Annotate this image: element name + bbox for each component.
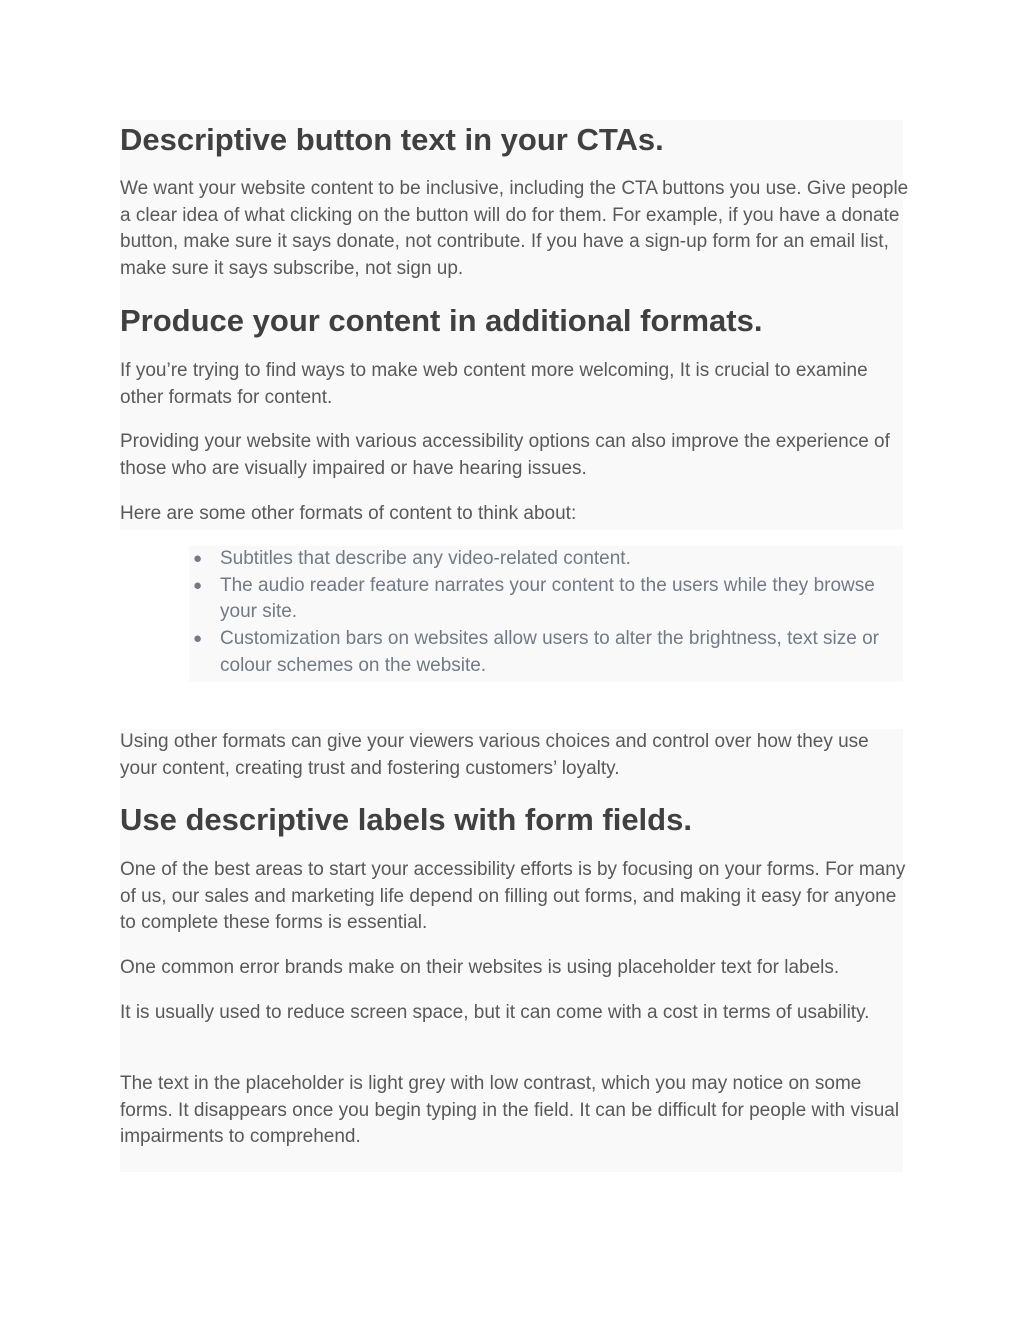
content-block-3 <box>120 729 906 1172</box>
content-block-1 <box>120 120 909 530</box>
bullet-icon: ● <box>193 630 203 647</box>
section-paragraph: We want your website content to be inclusive, including the CTA buttons you use. Give people a clear idea of what clicking on the button will do for them. For example, if you have a donate button, make sure it says donate, not contribute. If you have a sign-up form for an email list, make sure it says subscribe, not sign up. <box>120 178 909 279</box>
list-item <box>189 626 903 679</box>
section-heading-cta: Descriptive button text in your CTAs. <box>120 122 664 157</box>
bullet-icon: ● <box>193 550 203 567</box>
section-paragraph: If you’re trying to find ways to make web content more welcoming, It is crucial to examine other formats for content. <box>120 360 868 408</box>
list-item-text: Subtitles that describe any video-related content. <box>220 548 631 569</box>
section-paragraph: It is usually used to reduce screen space, but it can come with a cost in terms of usability. <box>120 1002 870 1023</box>
section-heading-formats: Produce your content in additional formats. <box>120 303 763 338</box>
section-heading-forms: Use descriptive labels with form fields. <box>120 802 692 837</box>
list-item <box>189 573 903 626</box>
section-paragraph: One of the best areas to start your accessibility efforts is by focusing on your forms. For many of us, our sales and marketing life depend on filling out forms, and making it easy for anyone to complete these forms is essential. <box>120 859 906 933</box>
list-item <box>189 546 903 573</box>
bullet-icon: ● <box>193 576 203 594</box>
section-paragraph: One common error brands make on their websites is using placeholder text for labels. <box>120 957 840 978</box>
section-paragraph: Providing your website with various accessibility options can also improve the experience of those who are visually impaired or have hearing issues. <box>120 431 890 479</box>
list-item-text: Customization bars on websites allow users to alter the brightness, text size or colour schemes on the website. <box>220 628 879 676</box>
list-item-text: The audio reader feature narrates your content to the users while they browse your site. <box>220 574 875 622</box>
section-paragraph: Using other formats can give your viewers various choices and control over how they use your content, creating trust and fostering customers’ loyalty. <box>120 731 869 779</box>
section-paragraph: Here are some other formats of content to think about: <box>120 503 577 524</box>
section-paragraph: The text in the placeholder is light grey with low contrast, which you may notice on some forms. It disappears once you begin typing in the field. It can be difficult for people with visual impairments to comprehend. <box>120 1073 900 1147</box>
bullet-list-block <box>189 546 903 682</box>
